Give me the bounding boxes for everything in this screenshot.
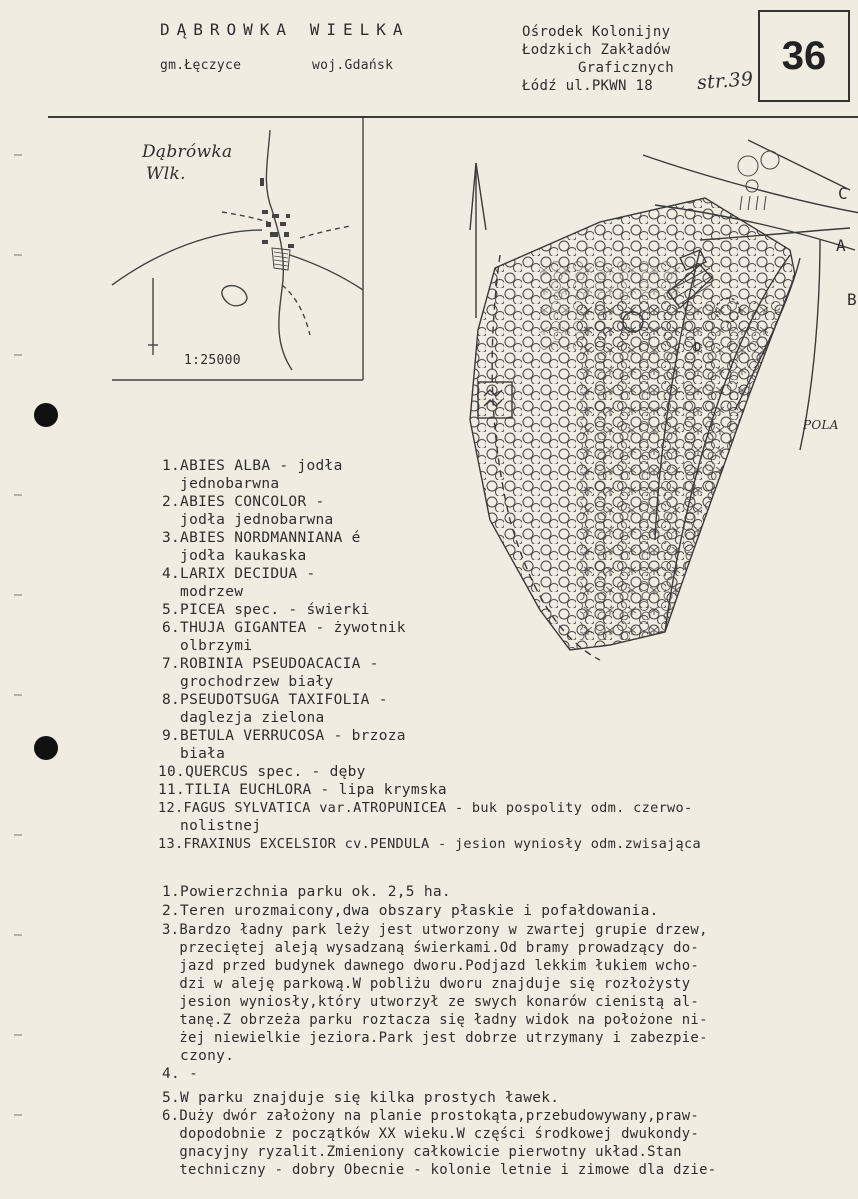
organization-line-2: Łodzkich Zakładów <box>522 42 671 58</box>
description-line: dopodobnie z początków XX wieku.W części środkowej dwukondy- <box>162 1126 700 1142</box>
legend-line: 4.LARIX DECIDUA - <box>162 566 316 582</box>
description-line: 6.Duży dwór założony na planie prostokąta,przebudowywany,praw- <box>162 1108 700 1124</box>
description-line: dzi w aleję parkową.W pobliżu dworu znajduje się rozłożysty <box>162 976 691 992</box>
description-line: jazd przed budynek dawnego dworu.Podjazd lekkim łukiem wcho- <box>162 958 700 974</box>
legend-line: 12.FAGUS SYLVATICA var.ATROPUNICEA - buk pospolity odm. czerwo- <box>158 800 693 816</box>
legend-line: modrzew <box>162 584 244 600</box>
description-line: tanę.Z obrzeża parku roztacza się ładny widok na położone ni- <box>162 1012 708 1028</box>
legend-line: 7.ROBINIA PSEUDOACACIA - <box>162 656 379 672</box>
plan-letter-d: D <box>694 340 702 354</box>
page-note: str.39 <box>696 68 755 94</box>
legend-line: nolistnej <box>162 818 262 834</box>
legend-line: 5.PICEA spec. - świerki <box>162 602 370 618</box>
document-title: DĄBROWKA WIELKA <box>160 20 410 39</box>
legend-line: jodła jednobarwna <box>162 512 334 528</box>
legend-line: 8.PSEUDOTSUGA TAXIFOLIA - <box>162 692 388 708</box>
description-line: gnacyjny ryzalit.Zmieniony całkowicie pierwotny układ.Stan <box>162 1144 682 1160</box>
legend-line: 9.BETULA VERRUCOSA - brzoza <box>162 728 406 744</box>
map-place-label-2: Wlk. <box>146 164 186 184</box>
description-line: 3.Bardzo ładny park leży jest utworzony w zwartej grupie drzew, <box>162 922 708 938</box>
organization-line-3: Graficznych <box>578 60 675 76</box>
legend-line: 3.ABIES NORDMANNIANA é <box>162 530 361 546</box>
description-line: żej niewielkie jeziora.Park jest dobrze utrzymany i zabezpie- <box>162 1030 708 1046</box>
description-line: techniczny - dobry Obecnie - kolonie letnie i zimowe dla dzie- <box>162 1162 717 1178</box>
map-place-label: Dąbrówka <box>142 142 233 162</box>
legend-line: olbrzymi <box>162 638 253 654</box>
legend-line: jodła kaukaska <box>162 548 307 564</box>
organization-line-1: Ośrodek Kolonijny <box>522 24 671 40</box>
legend-line: biała <box>162 746 226 762</box>
legend-line: 10.QUERCUS spec. - dęby <box>158 764 366 780</box>
voivodeship-label: woj.Gdańsk <box>312 58 394 73</box>
description-line: przeciętej aleją wysadzaną świerkami.Od bramy prowadzący do- <box>162 940 700 956</box>
description-line: jesion wyniosły,który utworzył ze swych konarów cienistą al- <box>162 994 700 1010</box>
plan-letter-b: B <box>847 290 857 309</box>
description-line: 4. - <box>162 1066 199 1082</box>
legend-line: 1.ABIES ALBA - jodła <box>162 458 343 474</box>
description-line: 2.Teren urozmaicony,dwa obszary płaskie i pofałdowania. <box>162 903 659 919</box>
fields-label: POLA <box>803 418 839 432</box>
legend-line: 2.ABIES CONCOLOR - <box>162 494 325 510</box>
legend-line: jednobarwna <box>162 476 280 492</box>
plan-letter-a: A <box>836 236 846 255</box>
description-line: 1.Powierzchnia parku ok. 2,5 ha. <box>162 884 451 900</box>
page-number: 36 <box>781 33 827 78</box>
legend-line: 6.THUJA GIGANTEA - żywotnik <box>162 620 406 636</box>
legend-line: 11.TILIA EUCHLORA - lipa krymska <box>158 782 447 798</box>
description-line: 5.W parku znajduje się kilka prostych ławek. <box>162 1090 560 1106</box>
plan-letter-c: C <box>838 184 848 203</box>
map-scale: 1:25000 <box>184 353 241 368</box>
legend-line: 13.FRAXINUS EXCELSIOR cv.PENDULA - jesion wyniosły odm.zwisająca <box>158 836 701 852</box>
gmina-label: gm.Łęczyce <box>160 58 242 73</box>
description-line: czony. <box>162 1048 235 1064</box>
legend-line: grochodrzew biały <box>162 674 334 690</box>
organization-line-4: Łódź ul.PKWN 18 <box>522 78 653 94</box>
legend-line: daglezja zielona <box>162 710 325 726</box>
